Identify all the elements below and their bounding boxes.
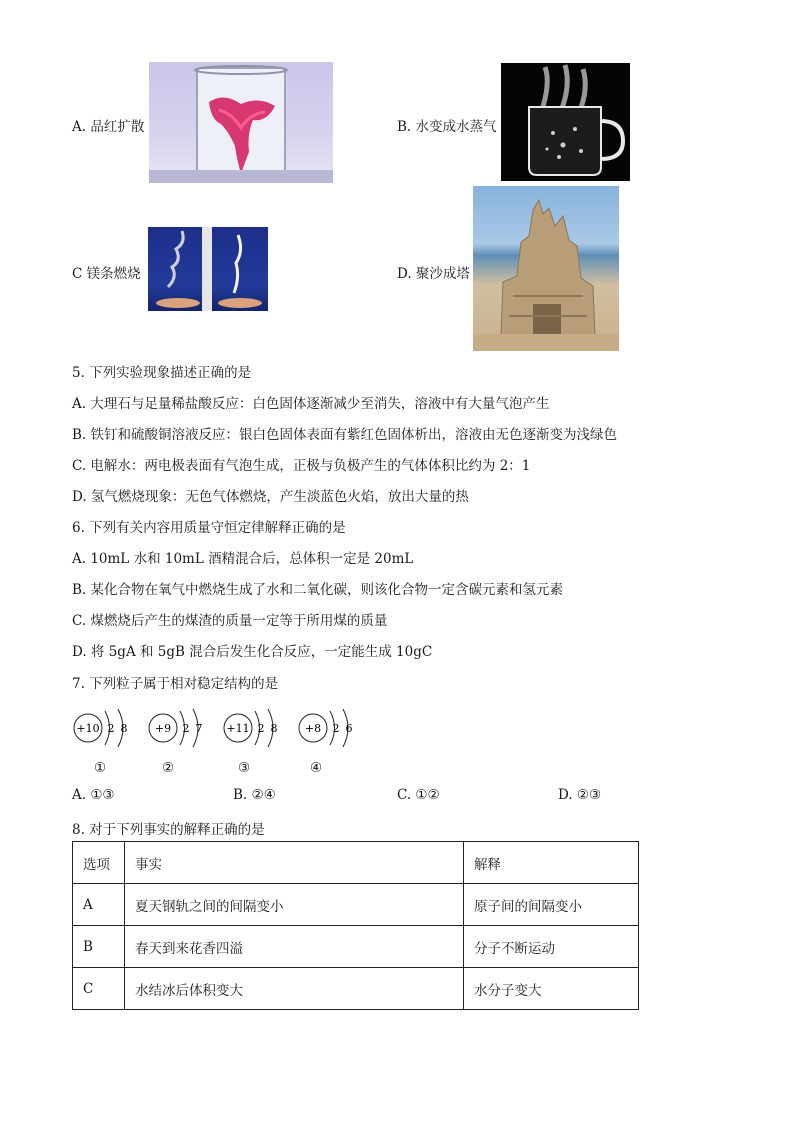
atom-3-shell-1: 2 [257,722,265,735]
q4-option-b: B. 水变成水蒸气 [397,119,497,135]
row-b-fact: 春天到来花香四溢 [125,926,464,968]
row-a-option: A [73,884,125,926]
row-a-fact: 夏天钢轨之间的间隔变小 [125,884,464,926]
row-b-explanation: 分子不断运动 [464,926,639,968]
q5-option-c: C. 电解水：两电极表面有气泡生成，正极与负极产生的气体体积比约为 2：1 [72,458,531,474]
q4-option-d: D. 聚沙成塔 [397,266,470,282]
facts-table [72,841,639,1010]
row-b-option: B [73,926,125,968]
sand-castle-photo [473,186,619,351]
atom-2-nucleus: +9 [154,722,172,735]
q5-option-a: A. 大理石与足量稀盐酸反应：白色固体逐渐减少至消失，溶液中有大量气泡产生 [72,396,550,412]
steaming-cup-photo [501,63,630,181]
magnesium-burning-photo [148,227,268,311]
atom-structure-4 [297,705,367,755]
atom-2-shell-1: 2 [182,722,190,735]
table-header-row [73,842,639,884]
q5-stem: 5. 下列实验现象描述正确的是 [72,365,252,381]
atom-1-nucleus: +10 [76,722,100,735]
row-a-explanation: 原子间的间隔变小 [464,884,639,926]
atom-4-shell-2: 6 [345,722,353,735]
atom-label-3: ③ [238,760,251,776]
header-fact: 事实 [125,842,464,884]
q6-option-c: C. 煤燃烧后产生的煤渣的质量一定等于所用煤的质量 [72,613,388,629]
q7-option-c: C. ①② [397,787,440,803]
atom-1-shell-2: 8 [120,722,128,735]
q5-option-d: D. 氢气燃烧现象：无色气体燃烧，产生淡蓝色火焰，放出大量的热 [72,489,469,505]
q8-stem: 8. 对于下列事实的解释正确的是 [72,822,265,838]
q7-option-b: B. ②④ [233,787,276,803]
atom-label-4: ④ [310,760,323,776]
atom-structure-2 [147,705,217,755]
q7-stem: 7. 下列粒子属于相对稳定结构的是 [72,676,279,692]
header-explanation: 解释 [464,842,639,884]
table-row [73,968,639,1010]
atom-2-shell-2: 7 [195,722,203,735]
atom-structure-3 [222,705,292,755]
dye-diffusion-photo [149,62,333,183]
q4-option-c: C 镁条燃烧 [72,266,141,282]
atom-structure-1 [72,705,142,755]
row-c-explanation: 水分子变大 [464,968,639,1010]
atom-3-nucleus: +11 [226,722,250,735]
q6-option-d: D. 将 5gA 和 5gB 混合后发生化合反应，一定能生成 10gC [72,644,433,660]
atom-1-shell-1: 2 [107,722,115,735]
q6-stem: 6. 下列有关内容用质量守恒定律解释正确的是 [72,520,346,536]
q5-option-b: B. 铁钉和硫酸铜溶液反应：银白色固体表面有紫红色固体析出，溶液由无色逐渐变为浅绿色 [72,427,618,443]
atom-label-1: ① [94,760,107,776]
q6-option-a: A. 10mL 水和 10mL 酒精混合后，总体积一定是 20mL [72,551,414,567]
row-c-fact: 水结冰后体积变大 [125,968,464,1010]
q4-option-a: A. 品红扩散 [72,119,145,135]
header-option: 选项 [73,842,125,884]
row-c-option: C [73,968,125,1010]
atom-label-2: ② [162,760,175,776]
atom-4-nucleus: +8 [304,722,322,735]
table-row [73,926,639,968]
q7-option-d: D. ②③ [558,787,602,803]
atom-4-shell-1: 2 [332,722,340,735]
atom-3-shell-2: 8 [270,722,278,735]
table-row [73,884,639,926]
q7-option-a: A. ①③ [72,787,115,803]
q6-option-b: B. 某化合物在氧气中燃烧生成了水和二氧化碳，则该化合物一定含碳元素和氢元素 [72,582,564,598]
